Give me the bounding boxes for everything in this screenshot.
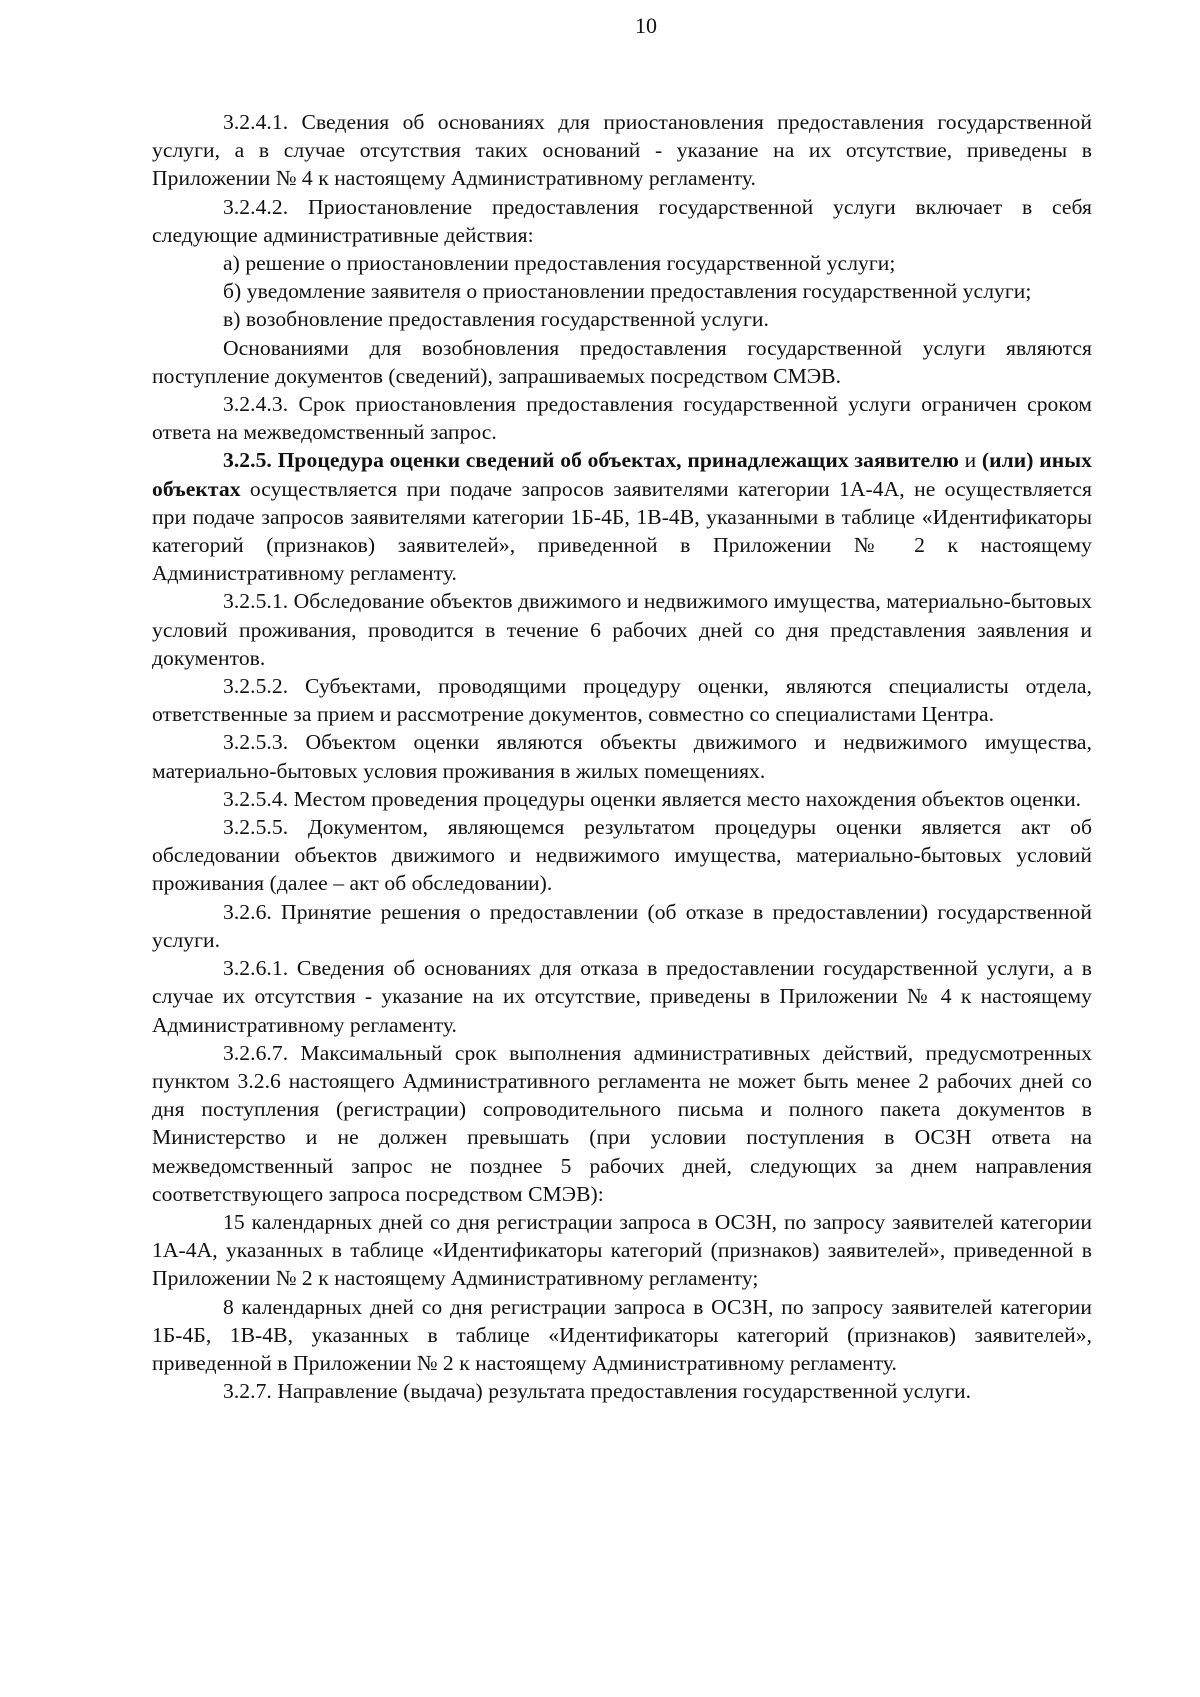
paragraph-3-2-4-2: 3.2.4.2. Приостановление предоставления государственной услуги включает в себя следующие административные действия: bbox=[152, 194, 1092, 247]
paragraph-3-2-5-2: 3.2.5.2. Субъектами, проводящими процедуру оценки, являются специалисты отдела, ответственные за прием и рассмотрение документов, совместно со специалистами Центра. bbox=[152, 674, 1092, 727]
paragraph-3-2-5 bbox=[152, 446, 1092, 587]
paragraph-3-2-5-bold-heading: 3.2.5. Процедура оценки сведений об объектах, принадлежащих заявителю bbox=[223, 448, 959, 473]
paragraph-15-days: 15 календарных дней со дня регистрации запроса в ОСЗН, по запросу заявителей категории 1А-4А, указанных в таблице «Идентификаторы категорий (признаков) заявителей», приведенной в Приложении № 2 к настоящему Административному регламенту; bbox=[152, 1209, 1092, 1291]
paragraph-3-2-5-3: 3.2.5.3. Объектом оценки являются объекты движимого и недвижимого имущества, материально-бытовых условия проживания в жилых помещениях. bbox=[152, 730, 1092, 783]
paragraph-3-2-5-bold-heading-cont: (или) иных объектах bbox=[152, 448, 1092, 501]
paragraph-3-2-7: 3.2.7. Направление (выдача) результата предоставления государственной услуги. bbox=[223, 1379, 972, 1404]
paragraph-3-2-5-conjunction: и bbox=[958, 448, 982, 473]
list-item-b: б) уведомление заявителя о приостановлении предоставления государственной услуги; bbox=[223, 279, 1032, 304]
page-number: 10 bbox=[635, 13, 657, 38]
paragraph-resumption-grounds: Основаниями для возобновления предоставления государственной услуги являются поступление документов (сведений), запрашиваемых посредством СМЭВ. bbox=[152, 335, 1092, 388]
paragraph-3-2-6-1: 3.2.6.1. Сведения об основаниях для отказа в предоставлении государственной услуги, а в случае их отсутствия - указание на их отсутствие, приведены в Приложении № 4 к настоящему Административному регламенту. bbox=[152, 956, 1092, 1037]
paragraph-3-2-5-4: 3.2.5.4. Местом проведения процедуры оценки является место нахождения объектов оценки. bbox=[223, 786, 1082, 811]
paragraph-3-2-6-7: 3.2.6.7. Максимальный срок выполнения административных действий, предусмотренных пунктом 3.2.6 настоящего Административного регламента не может быть менее 2 рабочих дней со дня поступления (регистрации) сопроводительного письма и полного пакета документов в Министерство и не должен превышать (при условии поступления в ОСЗН ответа на межведомственный запрос не позднее 5 рабочих дней, следующих за днем направления соответствующего запроса посредством СМЭВ): bbox=[152, 1040, 1092, 1206]
paragraph-3-2-5-text: осуществляется при подаче запросов заявителями категории 1А-4А, не осуществляется при подаче запросов заявителями категории 1Б-4Б, 1В-4В, указанными в таблице «Идентификаторы категорий (признаков) заявителей», приведенной в Приложении № 2 к настоящему Административному регламенту. bbox=[152, 476, 1092, 586]
paragraph-3-2-5-5: 3.2.5.5. Документом, являющемся результатом процедуры оценки является акт об обследовании объектов движимого и недвижимого имущества, материально-бытовых условий проживания (далее – акт об обследовании). bbox=[152, 815, 1092, 896]
paragraph-8-days: 8 календарных дней со дня регистрации запроса в ОСЗН, по запросу заявителей категории 1Б-4Б, 1В-4В, указанных в таблице «Идентификаторы категорий (признаков) заявителей», приведенной в Приложении № 2 к настоящему Административному регламенту. bbox=[152, 1294, 1092, 1375]
document-body bbox=[152, 108, 1092, 1405]
paragraph-3-2-4-1: 3.2.4.1. Сведения об основаниях для приостановления предоставления государственной услуги, а в случае отсутствия таких оснований - указание на их отсутствие, приведены в Приложении № 4 к настоящему Административному регламенту. bbox=[152, 110, 1092, 191]
paragraph-3-2-4-3: 3.2.4.3. Срок приостановления предоставления государственной услуги ограничен сроком ответа на межведомственный запрос. bbox=[152, 392, 1092, 445]
list-item-v: в) возобновление предоставления государственной услуги. bbox=[223, 307, 769, 332]
list-item-a: а) решение о приостановлении предоставления государственной услуги; bbox=[223, 251, 896, 276]
paragraph-3-2-5-1: 3.2.5.1. Обследование объектов движимого и недвижимого имущества, материально-бытовых условий проживания, проводится в течение 6 рабочих дней со дня представления заявления и документов. bbox=[152, 589, 1092, 670]
paragraph-3-2-6: 3.2.6. Принятие решения о предоставлении (об отказе в предоставлении) государственной услуги. bbox=[152, 899, 1092, 952]
